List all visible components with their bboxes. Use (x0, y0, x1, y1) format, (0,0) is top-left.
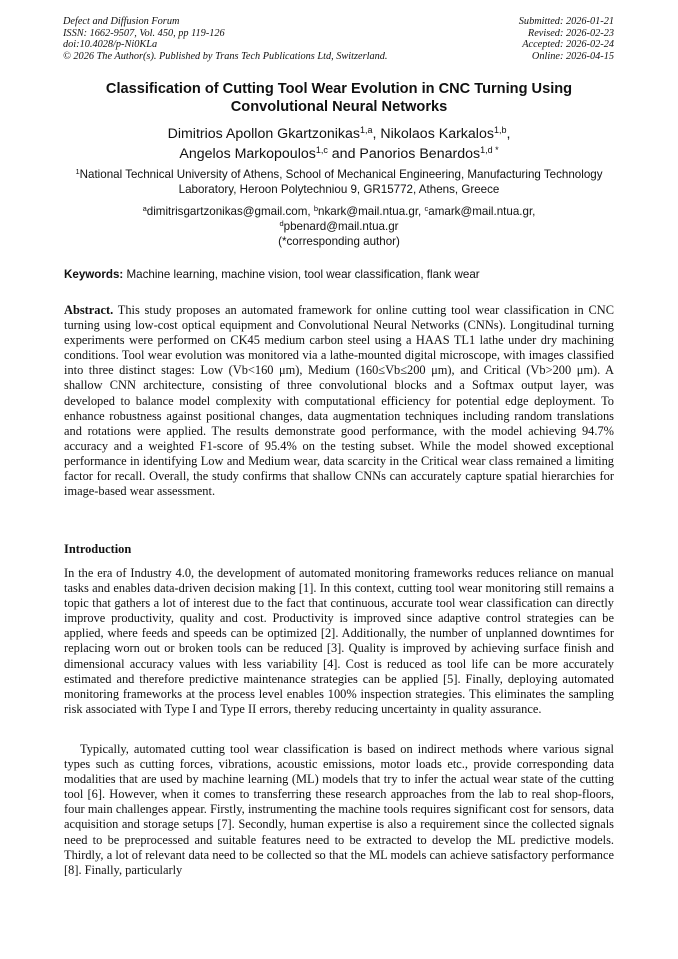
affiliation: $^1$National Technical University of Athens, School of Mechanical Engineering, Manufacturing Technology Laboratory, Heroon Polytechniou 9, GR15772, Athens, Greece (75, 167, 603, 197)
accepted-date: Accepted: 2026-02-24 (522, 39, 614, 51)
author-affiliation-marker: 1,b (493, 125, 507, 135)
abstract-text: This study proposes an automated framework for online cutting tool wear classification in CNC turning using low-cost optical equipment and Convolutional Neural Networks (CNNs). Longitudinal turning experiments were performed on CK45 medium carbon steel using a HAAS TL1 lathe under dry machining conditions. Tool wear evolution was monitored via a lathe-mounted digital microscope, with images classified into three distinct stages: Low (Vb<160 μm), Medium (160≤Vb≤200 μm), and Critical (Vb>200 μm). A shallow CNN architecture, consisting of three convolutional blocks and a Softmax output layer, was developed to balance model complexity with computational efficiency for potential edge deployment. To enhance robustness against positional changes, data augmentation techniques including random translations and rotations were applied. The results demonstrate good performance, with the model achieving 94.7% accuracy and a weighted F1-score of 95.4% on the testing subset. While the model showed exceptional performance in identifying Low and Medium wear, data scarcity in the Critical wear class remained a limiting factor for recall. Overall, the study confirms that shallow CNNs can accurately capture spatial hierarchies for image-based wear assessment. (64, 303, 614, 499)
license-line: © 2026 The Author(s). Published by Trans Tech Publications Ltd, Switzerland. (63, 50, 388, 62)
author-affiliation-marker: 1,d * (480, 145, 499, 155)
keywords (64, 267, 614, 282)
author-emails: $^a$dimitrisgartzonikas@gmail.com, $^b$nkark@mail.ntua.gr, $^c$amark@mail.ntua.gr, $^d$pbenard@mail.ntua.gr (*corresponding author) (142, 204, 536, 248)
abstract (64, 303, 614, 499)
author-affiliation-marker: 1,a (359, 125, 373, 135)
corresponding-author-note: (*corresponding author) (278, 235, 400, 248)
author-name: Panorios Benardos (359, 146, 481, 162)
dates-header (414, 16, 614, 62)
doi-line: doi:10.4028/p-Ni0KLa (63, 39, 158, 51)
author-affiliation-marker: 1,c (315, 145, 328, 155)
email-link[interactable]: dimitrisgartzonikas@gmail.com, (146, 205, 311, 218)
email-link[interactable]: pbenard@mail.ntua.gr (283, 220, 399, 233)
author-name: Nikolaos Karkalos (380, 126, 494, 142)
introduction-heading: Introduction (64, 542, 132, 556)
author-list: Dimitrios Apollon Gkartzonikas$^{1,a}$, Nikolaos Karkalos$^{1,b}$, Angelos Markopoulos$^{1,c}$ and Panorios Benardos$^{1,d *}$ (167, 125, 511, 162)
author-name: Dimitrios Apollon Gkartzonikas (167, 126, 360, 142)
paper-title: Classification of Cutting Tool Wear Evolution in CNC Turning Using Convolutional Neural Networks (105, 81, 573, 115)
submitted-date: Submitted: 2026-01-21 (518, 16, 614, 27)
online-date: Online: 2026-04-15 (531, 50, 614, 62)
author-name: Angelos Markopoulos (179, 146, 316, 162)
issn-line: ISSN: 1662-9507, Vol. 450, pp 119-126 (63, 27, 225, 39)
journal-name: Defect and Diffusion Forum (63, 16, 180, 27)
introduction-paragraph-2: Typically, automated cutting tool wear classification is based on indirect methods where various signal types such as cutting forces, vibrations, acoustic emissions, motor loads etc., provide corresponding data modalities that are used by machine learning (ML) models that try to infer the actual wear state of the cutting tool [6]. However, when it comes to transferring these research approaches from the lab to real shop-floors, four main challenges appear. Firstly, instrumenting the machine tools requires significant cost for sensors, data acquisition and storage setups [7]. Secondly, human expertise is also a requirement since the collected signals need to be preprocessed and suitable features need to be extracted to develop the ML predictive models. Thirdly, a lot of relevant data need to be collected so that the ML models can achieve satisfactory performance [8]. Finally, particularly (64, 742, 614, 877)
keywords-text: Machine learning, machine vision, tool wear classification, flank wear (123, 268, 480, 281)
revised-date: Revised: 2026-02-23 (527, 27, 614, 39)
email-link[interactable]: amark@mail.ntua.gr, (428, 205, 536, 218)
keywords-label: Keywords: (64, 268, 124, 281)
abstract-label: Abstract. (64, 303, 114, 317)
email-link[interactable]: nkark@mail.ntua.gr, (318, 205, 422, 218)
introduction-paragraph-1: In the era of Industry 4.0, the development of automated monitoring frameworks reduces reliance on manual tasks and enables data-driven decision making [1]. In this context, cutting tool wear monitoring still remains a topic that gathers a lot of interest due to the fact that continuous, accurate tool wear classification can directly improve productivity, quality and cost. Productivity is improved since adaptive control strategies can be applied, where feeds and speeds can be optimized [2]. Additionally, the number of unplanned downtimes for replacing worn out or broken tools can be reduced [3]. Quality is improved by achieving surface finish and dimensional accuracy values with less variability [4]. Cost is reduced as tool life can be more accurately estimated and therefore predictive maintenance strategies can be applied [5]. Finally, deploying automated monitoring frameworks at the process level enables 100% inspection strategies. This eliminates the sampling risk associated with Type I and Type II errors, thereby reducing uncertainty in quality assurance. (64, 566, 614, 716)
journal-header (63, 16, 443, 62)
